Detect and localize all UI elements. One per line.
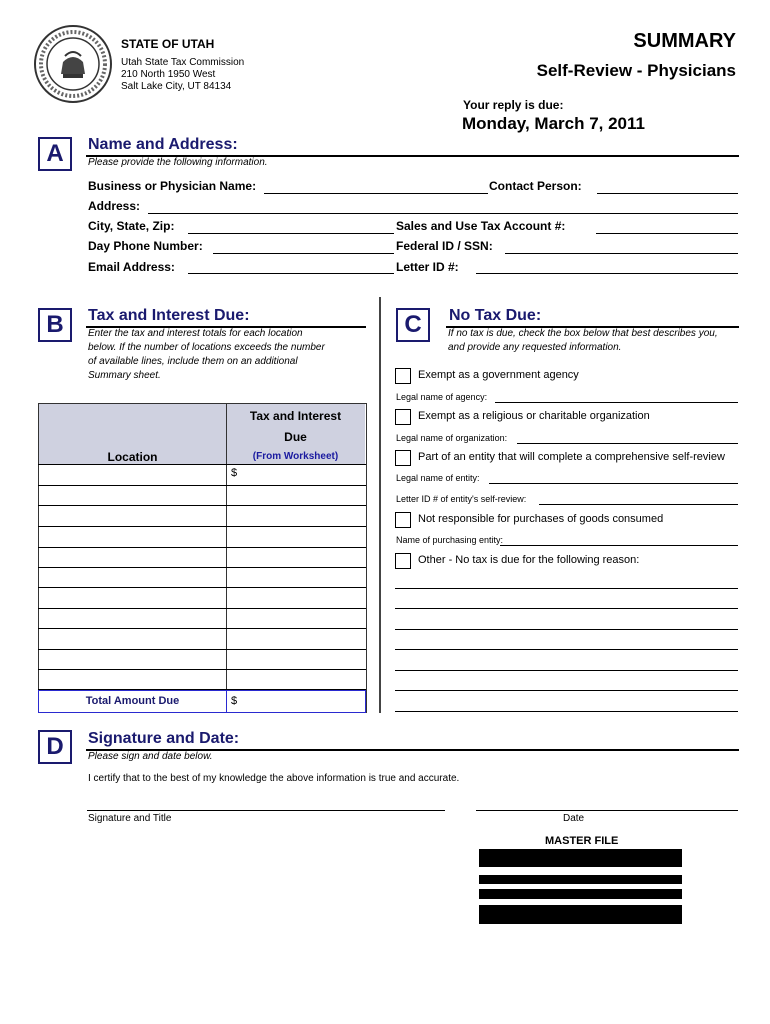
reply-due-label: Your reply is due: [463,98,564,112]
state-seal [33,24,113,104]
other-reason-checkbox[interactable] [395,553,411,569]
entity-self-review-label: Part of an entity that will complete a comprehensive self-review [418,451,725,463]
total-currency-symbol: $ [231,695,238,707]
due-date: Monday, March 7, 2011 [462,114,645,133]
table-row[interactable] [38,547,366,568]
section-c-title: No Tax Due: [449,307,542,324]
sales-tax-account-label: Sales and Use Tax Account #: [396,219,566,233]
table-row[interactable] [38,588,366,609]
religious-charitable-label: Exempt as a religious or charitable organization [418,410,650,422]
federal-id-field[interactable] [505,253,738,254]
section-a-title: Name and Address: [88,136,238,153]
barcode-bar [479,889,682,899]
barcode-bar [479,849,682,867]
table-row[interactable] [38,629,366,650]
agency-name-field[interactable] [495,402,738,403]
location-column-header: Location [107,450,158,464]
table-row[interactable] [38,485,366,506]
day-phone-label: Day Phone Number: [88,239,203,253]
agency-name-label: Legal name of agency: [396,392,488,402]
table-row[interactable] [38,608,366,629]
total-amount-label: Total Amount Due [85,695,180,707]
contact-person-field[interactable] [597,193,738,194]
date-label: Date [563,813,585,824]
entity-letter-id-label: Letter ID # of entity's self-review: [396,494,527,504]
entity-self-review-checkbox[interactable] [395,450,411,466]
reason-line[interactable] [395,711,738,712]
certification-text: I certify that to the best of my knowledge the above information is true and accurate. [88,773,460,784]
barcode-bar [479,875,682,884]
currency-symbol: $ [231,467,238,479]
section-a-marker: A [38,137,72,171]
reason-line[interactable] [395,608,738,609]
section-b-marker: B [38,308,72,342]
address-label: Address: [88,199,141,213]
table-row[interactable] [38,669,366,690]
city-state-zip-label: City, State, Zip: [88,219,175,233]
agency-address-1: 210 North 1950 West [121,69,216,80]
reason-line[interactable] [395,670,738,671]
document-subtitle: Self-Review - Physicians [536,61,736,80]
entity-name-field[interactable] [489,483,738,484]
organization-name-label: Legal name of organization: [396,433,508,443]
section-b-instruction: Enter the tax and interest totals for each location below. If the number of locations exceeds the number of available lines, include them on an additional Summary sheet. [88,328,325,381]
government-agency-checkbox[interactable] [395,368,411,384]
city-state-zip-field[interactable] [188,233,394,234]
table-row[interactable] [38,649,366,670]
agency-address-2: Salt Lake City, UT 84134 [121,81,232,92]
section-a-instruction: Please provide the following information. [88,157,268,168]
table-row[interactable] [38,567,366,588]
email-label: Email Address: [88,260,175,274]
section-d-marker: D [38,730,72,764]
reason-line[interactable] [395,649,738,650]
sales-tax-account-field[interactable] [596,233,738,234]
contact-person-label: Contact Person: [489,179,582,193]
reason-line[interactable] [395,629,738,630]
tax-column-note: (From Worksheet) [252,451,339,462]
federal-id-label: Federal ID / SSN: [396,239,493,253]
section-c-instruction: If no tax is due, check the box below that best describes you, and provide any requested information. [448,328,718,353]
table-row[interactable] [38,506,366,527]
entity-name-label: Legal name of entity: [396,473,480,483]
letter-id-label: Letter ID #: [396,260,459,274]
section-d-instruction: Please sign and date below. [88,751,213,762]
letter-id-field[interactable] [476,273,738,274]
business-name-label: Business or Physician Name: [88,179,257,193]
organization-name-field[interactable] [517,443,738,444]
purchasing-entity-label: Name of purchasing entity: [396,535,504,545]
tax-column-header-line1: Tax and Interest [249,409,342,423]
other-reason-label: Other - No tax is due for the following reason: [418,554,640,566]
signature-label: Signature and Title [88,813,172,824]
religious-charitable-checkbox[interactable] [395,409,411,425]
address-field[interactable] [148,213,738,214]
date-field[interactable] [476,810,738,811]
signature-field[interactable] [87,810,445,811]
government-agency-label: Exempt as a government agency [418,369,579,381]
state-name: STATE OF UTAH [121,37,215,51]
section-c-marker: C [396,308,430,342]
table-row[interactable] [38,527,366,548]
tax-column-header-line2: Due [284,430,307,444]
section-b-title: Tax and Interest Due: [88,307,250,324]
table-row[interactable] [38,464,366,486]
purchasing-entity-field[interactable] [500,545,738,546]
agency-name: Utah State Tax Commission [121,57,245,68]
reason-line[interactable] [395,690,738,691]
barcode-bar [479,905,682,924]
document-title: SUMMARY [633,30,736,52]
reason-line[interactable] [395,588,738,589]
day-phone-field[interactable] [213,253,394,254]
entity-letter-id-field[interactable] [539,504,738,505]
email-field[interactable] [188,273,394,274]
master-file-label: MASTER FILE [545,835,619,847]
not-responsible-checkbox[interactable] [395,512,411,528]
section-d-title: Signature and Date: [88,730,240,747]
business-name-field[interactable] [264,193,488,194]
not-responsible-label: Not responsible for purchases of goods consumed [418,513,664,525]
